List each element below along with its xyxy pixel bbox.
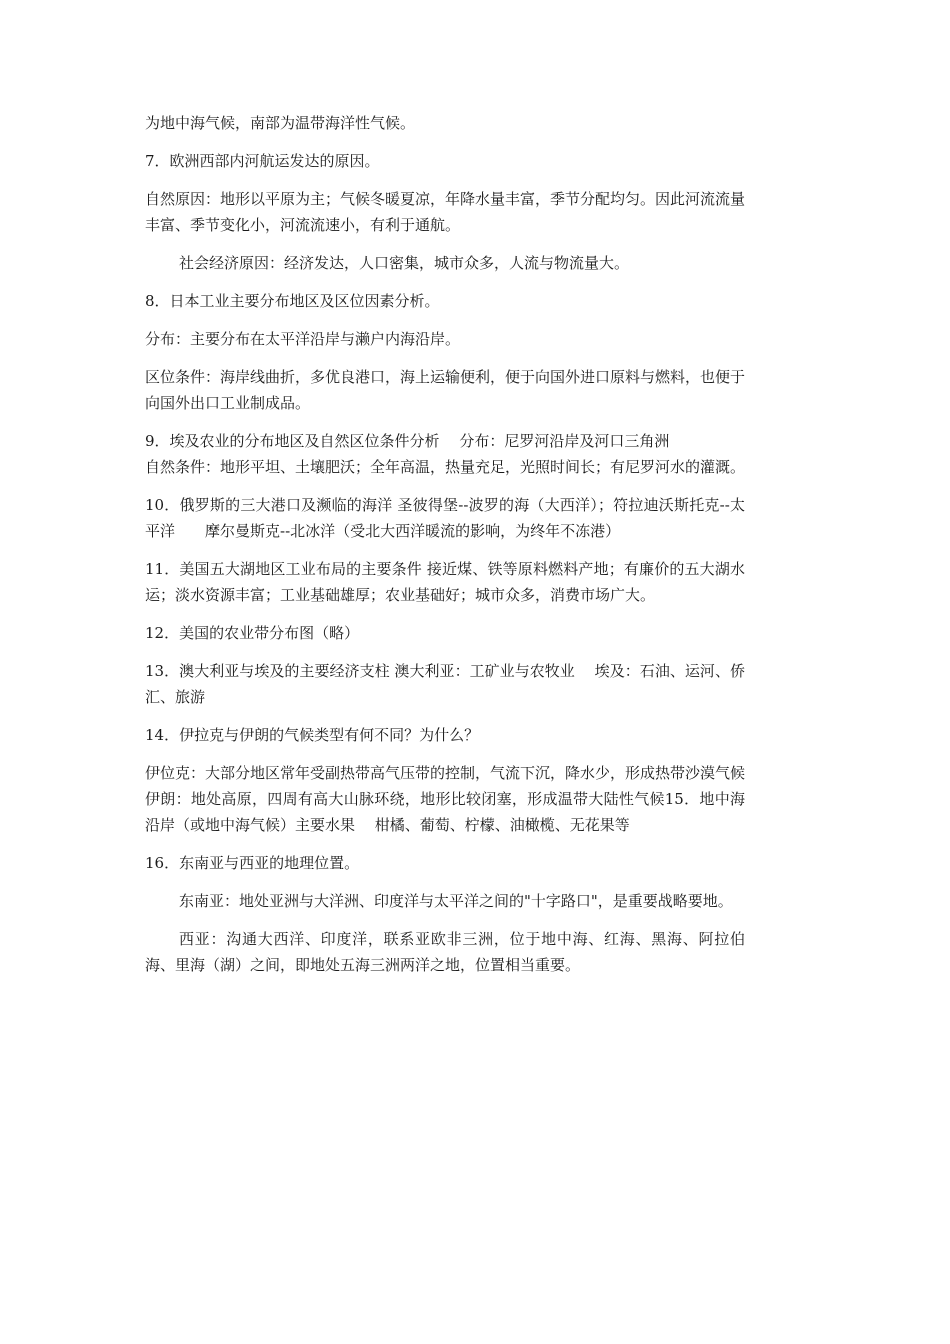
- paragraph-7: 区位条件：海岸线曲折，多优良港口，海上运输便利，便于向国外进口原料与燃料，也便于向国外出口工业制成品。: [145, 368, 746, 412]
- paragraph-1: 为地中海气候，南部为温带海洋性气候。: [145, 114, 416, 132]
- paragraph-5: 8．日本工业主要分布地区及区位因素分析。: [145, 292, 440, 310]
- paragraph-9: 10．俄罗斯的三大港口及濒临的海洋 圣彼得堡--波罗的海（大西洋）；符拉迪沃斯托克--太平洋 摩尔曼斯克--北冰洋（受北大西洋暖流的影响，为终年不冻港）: [145, 496, 745, 540]
- paragraph-10: 11．美国五大湖地区工业布局的主要条件 接近煤、铁等原料燃料产地；有廉价的五大湖水运；淡水资源丰富；工业基础雄厚；农业基础好；城市众多，消费市场广大。: [145, 560, 745, 604]
- document-page: [145, 110, 745, 990]
- paragraph-11: 12．美国的农业带分布图（略）: [145, 624, 360, 642]
- paragraph-16: 东南亚：地处亚洲与大洋洲、印度洋与太平洋之间的"十字路口"，是重要战略要地。: [179, 892, 733, 910]
- paragraph-12: 13．澳大利亚与埃及的主要经济支柱 澳大利亚：工矿业与农牧业 埃及：石油、运河、侨汇、旅游: [145, 662, 745, 706]
- paragraph-13: 14．伊拉克与伊朗的气候类型有何不同？为什么？: [145, 726, 480, 744]
- paragraph-6: 分布：主要分布在太平洋沿岸与濑户内海沿岸。: [145, 330, 461, 348]
- paragraph-14: 伊位克：大部分地区常年受副热带高气压带的控制，气流下沉，降水少，形成热带沙漠气候伊朗：地处高原，四周有高大山脉环绕，地形比较闭塞，形成温带大陆性气候15．地中海沿岸（或地中海气候）主要水果 柑橘、葡萄、柠檬、油橄榄、无花果等: [145, 764, 746, 834]
- paragraph-2: 7．欧洲西部内河航运发达的原因。: [145, 152, 380, 170]
- paragraph-3: 自然原因：地形以平原为主；气候冬暖夏凉，年降水量丰富，季节分配均匀。因此河流流量丰富、季节变化小，河流流速小，有利于通航。: [145, 190, 746, 234]
- paragraph-17: 西亚：沟通大西洋、印度洋，联系亚欧非三洲，位于地中海、红海、黑海、阿拉伯海、里海（湖）之间，即地处五海三洲两洋之地，位置相当重要。: [145, 930, 745, 974]
- paragraph-15: 16．东南亚与西亚的地理位置。: [145, 854, 360, 872]
- paragraph-8: 9．埃及农业的分布地区及自然区位条件分析 分布：尼罗河沿岸及河口三角洲 自然条件：地形平坦、土壤肥沃；全年高温，热量充足，光照时间长；有尼罗河水的灌溉。: [145, 432, 746, 476]
- paragraph-4: 社会经济原因：经济发达，人口密集，城市众多，人流与物流量大。: [179, 254, 630, 272]
